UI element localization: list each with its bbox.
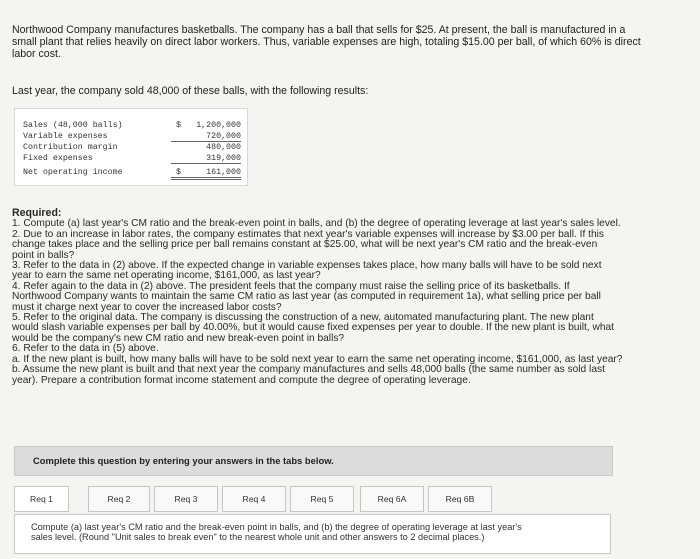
intro-line: Northwood Company manufactures basketballs. The company has a ball that sells for $25. At present, the ball is manufactured in a [12, 24, 626, 36]
sales-value: 1,200,000 [196, 121, 241, 130]
intro-line: small plant that relies heavily on direct labor workers. Thus, variable expenses are high, totaling $15.00 per ball, of which 60% is direct [12, 36, 641, 49]
sales-label: Sales (48,000 balls) [23, 121, 123, 130]
required-line: must it charge next year to cover the increased labor costs? [12, 301, 282, 313]
complete-question-banner [14, 446, 613, 476]
tab-req-1[interactable]: Req 1 [14, 486, 69, 512]
intro-line: labor cost. [12, 48, 61, 61]
tab-instruction [14, 514, 611, 554]
net-operating-income-label: Net operating income [23, 168, 123, 177]
required-line: b. Assume the new plant is built and that next year the company manufactures and sells 48,000 balls (the same number as sold last [12, 364, 605, 376]
tab-req-4[interactable]: Req 4 [222, 486, 286, 512]
required-line: would be the company's new CM ratio and new break-even point in balls? [12, 332, 345, 344]
required-line: year to earn the same net operating income, $161,000, as last year? [12, 270, 321, 282]
tab-req-2[interactable]: Req 2 [88, 486, 150, 512]
required-line: 3. Refer to the data in (2) above. If the expected change in variable expenses takes place, how many balls will have to be sold next [12, 260, 602, 272]
last-year-text: Last year, the company sold 48,000 of these balls, with the following results: [12, 85, 369, 97]
required-line: 2. Due to an increase in labor rates, the company estimates that next year's variable expenses will increase by $3.00 per ball. If this [12, 228, 604, 240]
required-line: year). Prepare a contribution format income statement and compute the degree of operating leverage. [12, 374, 471, 386]
required-line: 6. Refer to the data in (5) above. [12, 343, 159, 355]
required-title: Required: [12, 207, 62, 219]
net-operating-income-value: 161,000 [171, 168, 241, 180]
fixed-expenses-label: Fixed expenses [23, 154, 93, 163]
tab-req-6a[interactable]: Req 6A [360, 486, 424, 512]
fixed-expenses-row [23, 154, 241, 165]
required-line: 5. Refer to the original data. The company is discussing the construction of a new, automated manufacturing plant. The new plant [12, 312, 594, 324]
required-line: point in balls? [12, 249, 75, 261]
sales-row [23, 121, 241, 132]
required-section [12, 208, 692, 386]
tab-req-5[interactable]: Req 5 [290, 486, 354, 512]
variable-expenses-value: 720,000 [171, 132, 241, 142]
net-operating-income-row [23, 168, 241, 179]
contribution-margin-row [23, 143, 241, 154]
problem-intro [12, 24, 692, 61]
required-line: change takes place and the selling price per ball remains constant at $25.00, what will be next year's CM ratio and the break-even [12, 239, 598, 251]
fixed-expenses-value: 319,000 [171, 154, 241, 164]
instruction-line: Compute (a) last year's CM ratio and the break-even point in balls, and (b) the degree of operating leverage at last year's [31, 522, 522, 532]
income-statement-table [14, 108, 248, 186]
tab-req-6b[interactable]: Req 6B [428, 486, 492, 512]
sales-dollar: $ [176, 121, 181, 130]
contribution-margin-value: 480,000 [206, 143, 241, 152]
variable-expenses-label: Variable expenses [23, 132, 108, 141]
tab-req-3[interactable]: Req 3 [154, 486, 218, 512]
required-line: 4. Refer again to the data in (2) above. The president feels that the company must raise the selling price of its basketballs. If [12, 280, 570, 292]
variable-expenses-row [23, 132, 241, 143]
required-line: would slash variable expenses per ball by 40.00%, but it would cause fixed expenses per year to double. If the new plant is built, what [12, 322, 614, 334]
required-line: 1. Compute (a) last year's CM ratio and the break-even point in balls, and (b) the degree of operating leverage at last year's sales level. [12, 218, 621, 230]
required-line: Northwood Company wants to maintain the same CM ratio as last year (as computed in requirement 1a), what selling price per ball [12, 291, 601, 303]
noi-dollar: $ [176, 168, 181, 177]
instruction-line: sales level. (Round "Unit sales to break even" to the nearest whole unit and other answers to 2 decimal places.) [31, 532, 485, 543]
required-line: a. If the new plant is built, how many balls will have to be sold next year to earn the same net operating income, $161,000, as last year? [12, 353, 623, 365]
contribution-margin-label: Contribution margin [23, 143, 118, 152]
requirement-tabs [14, 486, 611, 514]
complete-question-text: Complete this question by entering your answers in the tabs below. [33, 455, 334, 466]
